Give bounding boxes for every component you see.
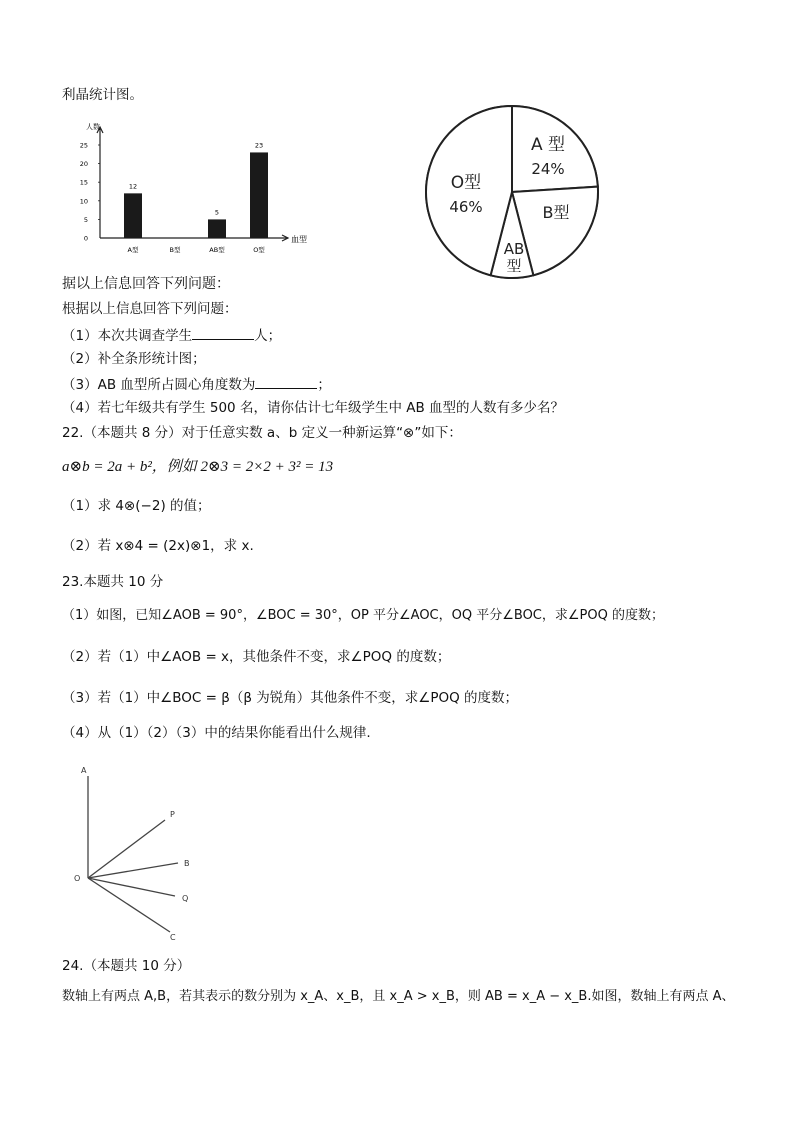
q21-part4: （4）若七年级共有学生 500 名，请你估计七年级学生中 AB 血型的人数有多少名？	[62, 400, 565, 416]
y-tick-label: 15	[79, 178, 88, 187]
x-tick-label: O型	[253, 246, 265, 254]
bar	[208, 219, 226, 238]
bar-value-label: 12	[128, 182, 138, 191]
q24-body: 数轴上有两点 A,B，若其表示的数分别为 x_A、x_B，且 x_A > x_B，则 AB = x_A − x_B.如图，数轴上有两点 A、	[62, 989, 735, 1004]
ray-ob	[88, 863, 178, 878]
bar-value-label: 5	[214, 208, 220, 217]
q21-part2: （2）补全条形统计图；	[62, 351, 206, 367]
y-tick-label: 25	[79, 141, 88, 150]
q21-part1-text: （1）本次共调查学生	[62, 328, 193, 344]
label-c: C	[170, 933, 176, 942]
answer-blank[interactable]	[255, 374, 317, 389]
bar-value-label: 23	[254, 141, 264, 150]
pie-slice-label: O型	[450, 173, 482, 193]
label-o: O	[74, 874, 81, 883]
pie-slice-label: B型	[542, 203, 570, 222]
angle-figure	[70, 762, 200, 947]
q21-part1-unit: 人；	[254, 328, 282, 344]
q21-part3	[62, 374, 331, 394]
q22-title: 22.（本题共 8 分）对于任意实数 a、b 定义一种新运算“⊗”如下：	[62, 425, 462, 441]
answer-blank[interactable]	[192, 325, 254, 340]
ray-op	[88, 820, 165, 878]
y-tick-label: 5	[83, 215, 88, 224]
header-fragment: 利晶统计图。	[62, 87, 143, 103]
q23-title: 23.本题共 10 分	[62, 574, 164, 590]
y-tick-label: 10	[79, 197, 88, 206]
y-axis-label: 人数	[86, 123, 100, 131]
y-tick-label: 0	[83, 234, 88, 243]
q23-part2: （2）若（1）中∠AOB = x，其他条件不变，求∠POQ 的度数；	[62, 649, 451, 665]
pie-percent-label: 24%	[531, 160, 565, 178]
pie-slice-label: 型	[506, 257, 522, 275]
pie-chart	[420, 100, 610, 285]
label-p: P	[170, 810, 175, 819]
intro-line: 根据以上信息回答下列问题：	[62, 301, 238, 317]
bar-chart	[60, 108, 330, 256]
q21-part1	[62, 325, 281, 345]
pie-slice-label: AB	[503, 240, 525, 258]
q22-definition: a⊗b = 2a + b²，例如 2⊗3 = 2×2 + 3² = 13	[62, 459, 334, 475]
q21-part3-text: （3）AB 血型所占圆心角度数为	[62, 377, 256, 393]
bar	[250, 152, 268, 238]
x-tick-label: A型	[127, 246, 139, 254]
x-tick-label: B型	[169, 246, 181, 254]
q23-part3: （3）若（1）中∠BOC = β（β 为锐角）其他条件不变，求∠POQ 的度数；	[62, 690, 519, 706]
q23-part4: （4）从（1）（2）（3）中的结果你能看出什么规律.	[62, 725, 371, 741]
q22-part2: （2）若 x⊗4 = (2x)⊗1，求 x.	[62, 538, 254, 554]
label-a: A	[81, 766, 87, 775]
q23-part1: （1）如图，已知∠AOB = 90°，∠BOC = 30°，OP 平分∠AOC，OQ 平分∠BOC，求∠POQ 的度数；	[62, 608, 664, 623]
pie-percent-label: 46%	[449, 198, 483, 216]
pie-slice-label: A 型	[530, 135, 566, 155]
x-axis-label: 血型	[291, 235, 307, 244]
q22-part1: （1）求 4⊗(−2) 的值；	[62, 498, 211, 514]
x-tick-label: AB型	[209, 246, 225, 254]
y-tick-label: 20	[79, 160, 88, 169]
bar	[124, 193, 142, 238]
label-q: Q	[182, 894, 189, 903]
q21-part3-end: ；	[317, 377, 331, 393]
label-b: B	[184, 859, 190, 868]
cut-line: 据以上信息回答下列问题：	[62, 276, 230, 292]
q24-title: 24.（本题共 10 分）	[62, 958, 191, 974]
